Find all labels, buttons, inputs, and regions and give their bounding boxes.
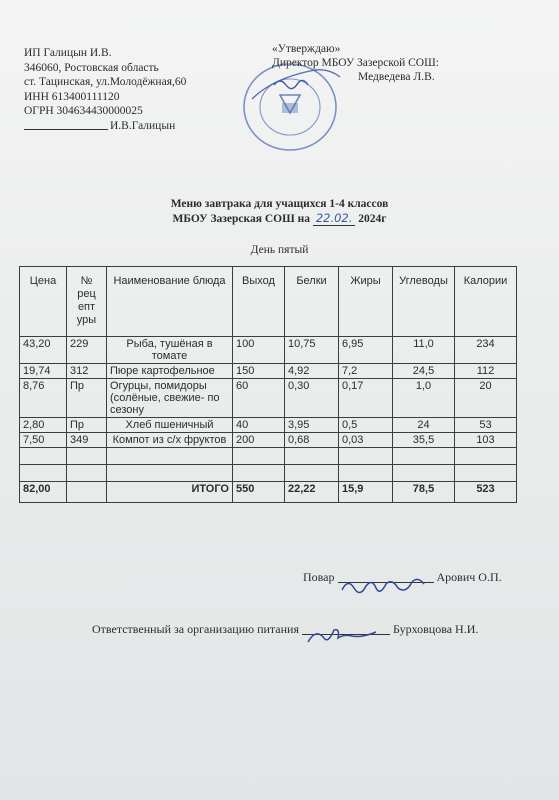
table-cell: 60 bbox=[233, 379, 285, 418]
table-cell: 24 bbox=[393, 418, 455, 433]
table-cell: 312 bbox=[67, 364, 107, 379]
day-label: День пятый bbox=[250, 244, 309, 256]
table-header-row bbox=[20, 267, 517, 337]
table-cell: Огурцы, помидоры (солёные, свежие- по сезону bbox=[107, 379, 233, 418]
table-cell: 35,5 bbox=[393, 433, 455, 448]
table-cell: 3,95 bbox=[285, 418, 339, 433]
approval-heading: «Утверждаю» bbox=[272, 43, 341, 55]
cook-signature-line bbox=[303, 570, 502, 585]
column-header: Выход bbox=[233, 267, 285, 337]
table-cell: 7,50 bbox=[20, 433, 67, 448]
title-line1: Меню завтрака для учащихся 1-4 классов bbox=[170, 198, 389, 210]
table-cell: 0,30 bbox=[285, 379, 339, 418]
responsible-name: Бурховцова Н.И. bbox=[393, 622, 479, 636]
table-cell: 103 bbox=[455, 433, 517, 448]
table-row bbox=[20, 465, 517, 482]
table-row bbox=[20, 337, 517, 364]
column-header: Наименование блюда bbox=[107, 267, 233, 337]
table-cell: 15,9 bbox=[339, 482, 393, 503]
responsible-label: Ответственный за организацию питания bbox=[92, 622, 299, 636]
table-row bbox=[20, 379, 517, 418]
sender-signature-name: И.В.Галицын bbox=[110, 119, 176, 132]
column-header: Углеводы bbox=[393, 267, 455, 337]
table-cell: 20 bbox=[455, 379, 517, 418]
table-cell: 4,92 bbox=[285, 364, 339, 379]
sender-line: ИНН 613400111120 bbox=[24, 90, 120, 103]
table-cell: 7,2 bbox=[339, 364, 393, 379]
table-cell: 78,5 bbox=[393, 482, 455, 503]
table-cell: 523 bbox=[455, 482, 517, 503]
table-cell: 349 bbox=[67, 433, 107, 448]
column-header: Калории bbox=[455, 267, 517, 337]
menu-table bbox=[19, 266, 517, 503]
table-row bbox=[20, 433, 517, 448]
column-header: Цена bbox=[20, 267, 67, 337]
cook-name: Арович О.П. bbox=[436, 570, 502, 584]
column-header: Белки bbox=[285, 267, 339, 337]
table-cell: Пюре картофельное bbox=[107, 364, 233, 379]
table-cell: 8,76 bbox=[20, 379, 67, 418]
table-cell: 82,00 bbox=[20, 482, 67, 503]
table-cell: Пр bbox=[67, 379, 107, 418]
table-cell: 150 bbox=[233, 364, 285, 379]
table-cell: Хлеб пшеничный bbox=[107, 418, 233, 433]
approval-position: Директор МБОУ Зазерской СОШ: bbox=[272, 57, 439, 69]
table-cell: Компот из с/х фруктов bbox=[107, 433, 233, 448]
handwritten-signature-icon bbox=[302, 626, 390, 646]
title-school: МБОУ Зазерская СОШ на bbox=[172, 213, 310, 225]
handwritten-signature-icon bbox=[338, 576, 434, 594]
table-cell: 24,5 bbox=[393, 364, 455, 379]
column-header: Жиры bbox=[339, 267, 393, 337]
title-date: 22.02. bbox=[313, 211, 356, 226]
approval-block bbox=[272, 42, 439, 84]
table-cell: 10,75 bbox=[285, 337, 339, 364]
document-title bbox=[0, 197, 559, 226]
table-row bbox=[20, 448, 517, 465]
table-cell: 43,20 bbox=[20, 337, 67, 364]
sender-line: ст. Тацинская, ул.Молодёжная,60 bbox=[24, 76, 187, 88]
table-cell: 200 bbox=[233, 433, 285, 448]
table-cell: 1,0 bbox=[393, 379, 455, 418]
table-cell: 550 bbox=[233, 482, 285, 503]
table-cell: 19,74 bbox=[20, 364, 67, 379]
table-cell bbox=[67, 482, 107, 503]
approval-name: Медведева Л.В. bbox=[358, 71, 435, 83]
table-cell: 100 bbox=[233, 337, 285, 364]
table-cell: 0,5 bbox=[339, 418, 393, 433]
table-cell: 0,03 bbox=[339, 433, 393, 448]
sender-line: 346060, Ростовская область bbox=[24, 61, 159, 74]
table-cell: 234 bbox=[455, 337, 517, 364]
table-cell: 40 bbox=[233, 418, 285, 433]
table-cell: Рыба, тушёная в томате bbox=[107, 337, 233, 364]
table-cell: 112 bbox=[455, 364, 517, 379]
sender-line: ИП Галицын И.В. bbox=[24, 47, 112, 59]
responsible-signature bbox=[302, 634, 390, 635]
table-cell: ИТОГО bbox=[107, 482, 233, 503]
cook-signature bbox=[338, 582, 434, 583]
sender-block bbox=[24, 46, 186, 133]
table-cell: 11,0 bbox=[393, 337, 455, 364]
table-cell: 53 bbox=[455, 418, 517, 433]
table-row bbox=[20, 418, 517, 433]
sender-line: ОГРН 304634430000025 bbox=[24, 105, 143, 117]
sender-signature bbox=[24, 119, 186, 134]
table-cell: Пр bbox=[67, 418, 107, 433]
responsible-signature-line bbox=[92, 622, 478, 637]
table-total-row bbox=[20, 482, 517, 503]
column-header: № рец епт уры bbox=[67, 267, 107, 337]
table-cell: 0,68 bbox=[285, 433, 339, 448]
table-cell: 22,22 bbox=[285, 482, 339, 503]
table-row bbox=[20, 364, 517, 379]
table-cell: 229 bbox=[67, 337, 107, 364]
table-cell: 2,80 bbox=[20, 418, 67, 433]
table-cell: 0,17 bbox=[339, 379, 393, 418]
table-cell: 6,95 bbox=[339, 337, 393, 364]
title-year: 2024г bbox=[358, 213, 387, 225]
cook-label: Повар bbox=[303, 570, 335, 584]
